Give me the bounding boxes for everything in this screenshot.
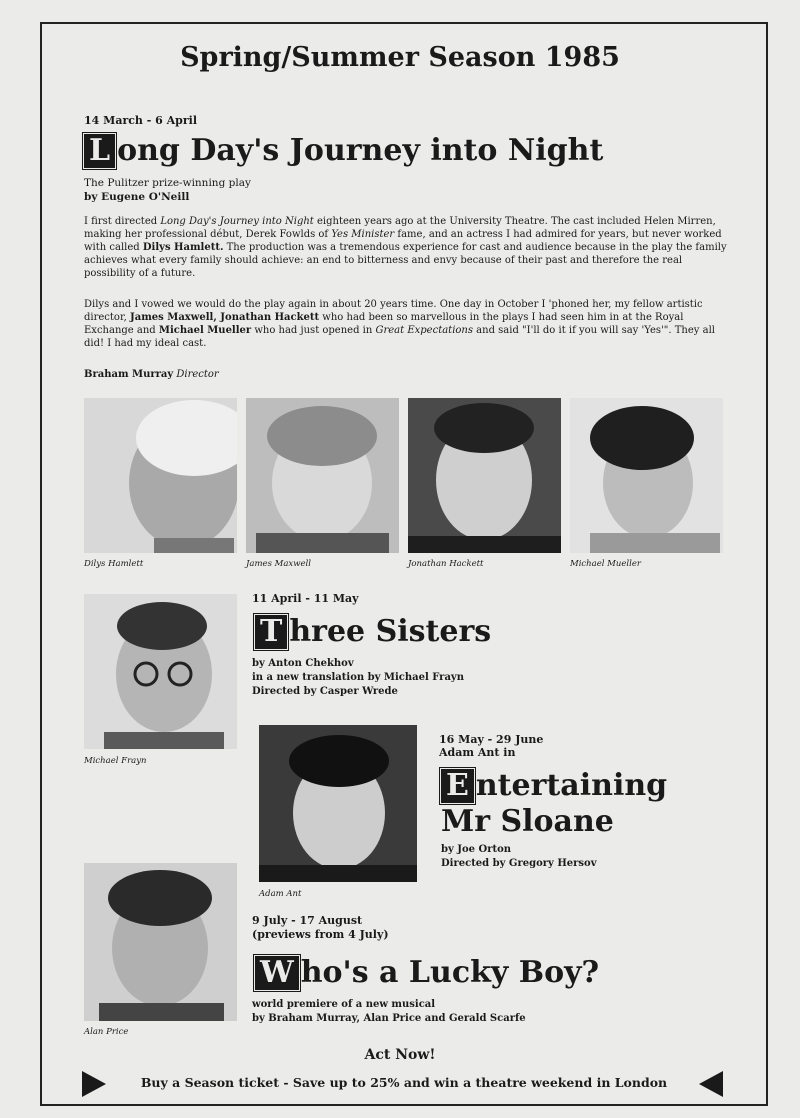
caption-dilys-hamlett: Dilys Hamlett (84, 559, 144, 569)
play3-star: Adam Ant in (439, 746, 516, 759)
caption-jonathan-hackett: Jonathan Hackett (408, 559, 484, 569)
play1-title (84, 133, 603, 168)
play2-director: Directed by Casper Wrede (252, 686, 398, 697)
photo-jonathan-hackett (408, 398, 561, 553)
portrait-image (259, 725, 417, 882)
portrait-image (246, 398, 399, 553)
portrait-image (570, 398, 723, 553)
play4-title-rest: ho's a Lucky Boy? (300, 955, 600, 990)
play1-dates: 14 March - 6 April (84, 114, 198, 127)
caption-james-maxwell: James Maxwell (246, 559, 311, 569)
season-title: Spring/Summer Season 1985 (180, 42, 620, 73)
play1-signature: Braham Murray Director (84, 369, 219, 380)
play1-title-rest: ong Day's Journey into Night (117, 133, 604, 168)
photo-michael-frayn (84, 594, 237, 749)
portrait-image (84, 594, 237, 749)
play3-author: by Joe Orton (441, 844, 512, 855)
photo-dilys-hamlett (84, 398, 237, 553)
play2-title-rest: hree Sisters (289, 614, 492, 649)
caption-michael-mueller: Michael Mueller (570, 559, 641, 569)
play4-creators: by Braham Murray, Alan Price and Gerald Scarfe (252, 1013, 526, 1024)
photo-adam-ant (259, 725, 417, 882)
play1-title-initial: L (84, 134, 115, 168)
caption-adam-ant: Adam Ant (259, 889, 302, 899)
arrow-left-icon (699, 1071, 723, 1097)
photo-james-maxwell (246, 398, 399, 553)
play4-dates: 9 July - 17 August (252, 914, 363, 927)
play4-description: world premiere of a new musical (252, 999, 436, 1010)
caption-alan-price: Alan Price (84, 1027, 129, 1037)
play3-title (441, 768, 667, 804)
portrait-image (84, 863, 237, 1021)
act-now-heading: Act Now! (364, 1047, 436, 1063)
play2-credits (252, 657, 464, 699)
photo-michael-mueller (570, 398, 723, 553)
play4-title-initial: W (255, 956, 299, 990)
play2-translation: in a new translation by Michael Frayn (252, 672, 465, 683)
play1-subtitle: The Pulitzer prize-winning play (84, 177, 251, 189)
photo-alan-price (84, 863, 237, 1021)
play3-credits (441, 843, 597, 871)
play4-title (255, 955, 599, 990)
play1-paragraph-2: Dilys and I vowed we would do the play again in about 20 years time. One day in October I 'phoned her, my fellow artistic director, James Maxwell, Jonathan Hackett who had been so marvellous in the plays I had seen him in at the Royal Exchange and Michael Mueller who had just opened in Great Expectations and said "I'll do it if you will say 'Yes'". They all did! I had my ideal cast. (84, 299, 715, 349)
play1-paragraph-1: I first directed Long Day's Journey into Night eighteen years ago at the University Theatre. The cast included Helen Mirren, making her professional début, Derek Fowlds of Yes Minister fame, and an actress I had admired for years, but never worked with called Dilys Hamlett. The production was a tremendous experience for cast and audience because in the play the family achieves what every family should achieve: an end to bitterness and envy because of their past and therefore the real possibility of a future. (84, 216, 727, 279)
play2-title (255, 614, 491, 649)
season-ticket-offer: Buy a Season ticket - Save up to 25% and win a theatre weekend in London (140, 1075, 668, 1090)
play4-previews: (previews from 4 July) (252, 928, 389, 941)
arrow-right-icon (82, 1071, 106, 1097)
portrait-image (84, 398, 237, 553)
portrait-image (408, 398, 561, 553)
play3-title-rest: ntertaining (475, 768, 668, 803)
caption-michael-frayn: Michael Frayn (84, 756, 147, 766)
play1-author: by Eugene O'Neill (84, 191, 190, 203)
play2-dates: 11 April - 11 May (252, 592, 359, 605)
play2-title-initial: T (255, 615, 287, 649)
play4-credits (252, 998, 526, 1026)
play3-dates: 16 May - 29 June (439, 733, 544, 746)
play2-author: by Anton Chekhov (252, 658, 354, 669)
play3-title-initial: E (441, 769, 474, 803)
play3-director: Directed by Gregory Hersov (441, 858, 597, 869)
play3-title-line2: Mr Sloane (441, 804, 614, 839)
